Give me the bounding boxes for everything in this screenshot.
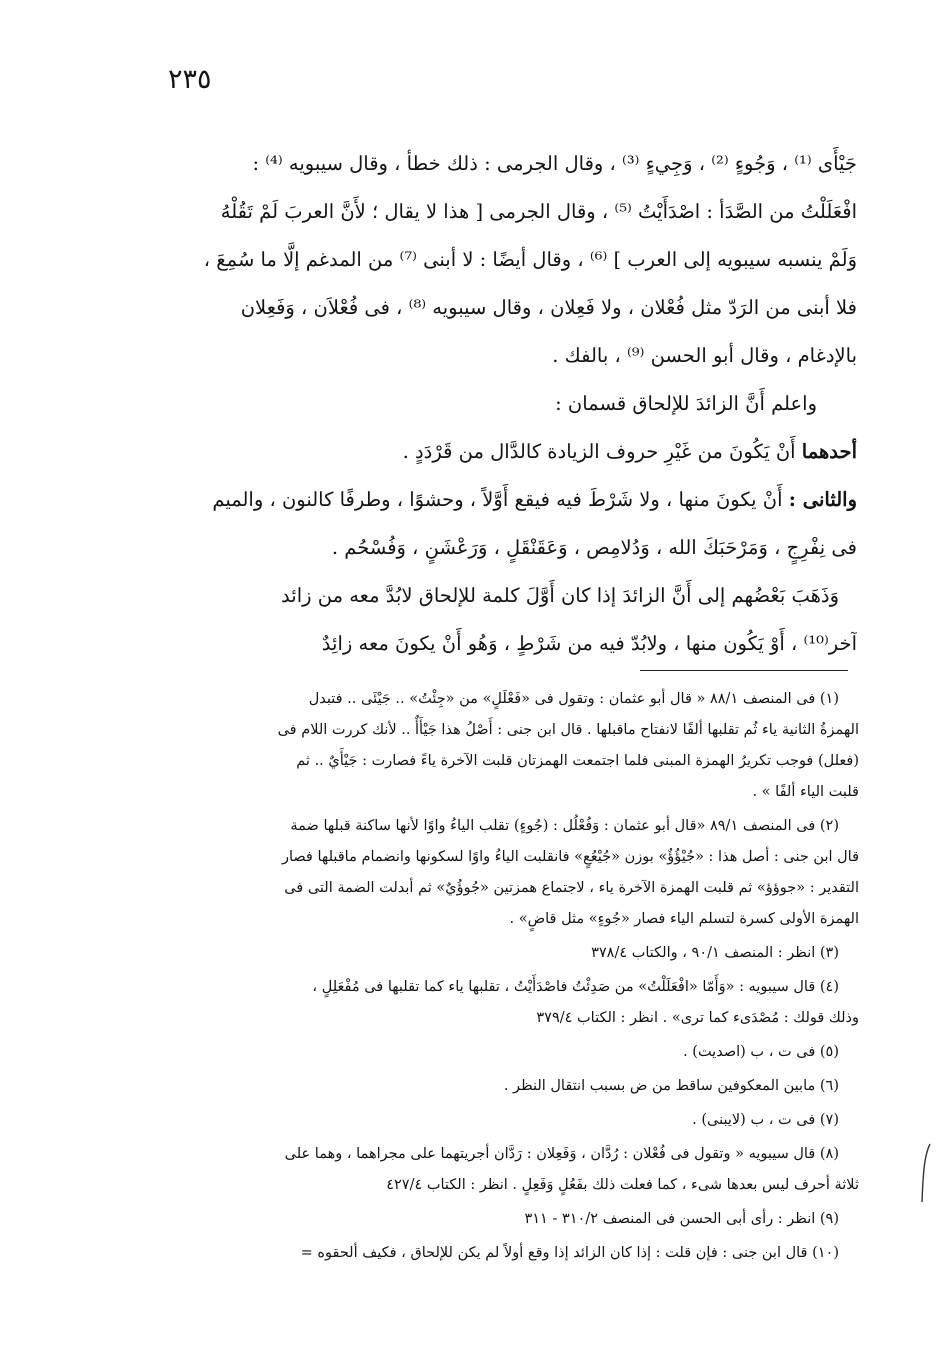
footnote-line: ثلاثة أحرف ليس بعدها شىء ، كما فعلت ذلك بفَعُلٍ وَفَعِلٍ . انظر : الكتاب ٤٢٧/٤ xyxy=(386,1177,859,1193)
footnote xyxy=(120,938,859,969)
footnote-line: (٣) انظر : المنصف ٩٠/١ ، والكتاب ٣٧٨/٤ xyxy=(591,945,839,961)
footnote-line: (١) فى المنصف ٨٨/١ « قال أبو عثمان : وتقول فى «فَعْلَلٍ» من «جِئْتُ» .. جَيْئَى .. فتبدل xyxy=(308,691,839,707)
text-line-10: وَذَهَبَ بَعْضُهم إلى أَنَّ الزائدَ إذا كان أَوَّلَ كلمة للإلحاق لابُدَّ معه من زائد xyxy=(281,584,839,607)
footnote-line: الهمزة الأولى كسرة لتسلم الياء فصار «جُوءٍ» مثل قاضٍ» . xyxy=(509,911,859,927)
text-line-2: افْعَلَلْتُ من الصَّدَأ : اصْدَأَيْتُ ⁽⁵⁾ ، وقال الجرمى [ هذا لا يقال ؛ لأَنَّ العربَ لَمْ تَقُلْهُ xyxy=(220,200,857,223)
text-line-second-type xyxy=(130,476,857,524)
text-line-first-type xyxy=(130,428,857,476)
footnote-line: (٩) انظر : رأى أبى الحسن فى المنصف ٣١٠/٢ - ٣١١ xyxy=(524,1211,839,1227)
footnote-separator xyxy=(640,670,848,671)
second-type-text: أَنْ يكونَ منها ، ولا شَرْطَ فيه فيقع أَوَّلاً ، وحشوًا ، وطرفًا كالنون ، والميم xyxy=(212,488,789,511)
text-line-3: وَلَمْ ينسبه سيبويه إلى العرب ] ⁽⁶⁾ ، وقال أيضًا : لا أبنى ⁽⁷⁾ من المدغم إلَّا ما سُمِعَ ، xyxy=(203,248,857,271)
footnote-line: (٢) فى المنصف ٨٩/١ «قال أبو عثمان : وَفُعْلُل : (جُوءٍ) تقلب الياءُ واوًا لأنها ساكنة قبلها ضمة xyxy=(290,818,839,834)
footnote xyxy=(120,972,859,1034)
footnote xyxy=(120,1139,859,1201)
footnote-line: قال ابن جنى : أصل هذا : «جُيْؤُؤٌ» بوزن «جُيْعُعٍ» فانقلبت الياءُ واوًا لسكونها وانضمام ماقبلها فصار xyxy=(281,849,859,865)
footnote xyxy=(120,1238,859,1269)
text-line-9: فى نِفْرِجٍ ، وَمَرْحَبَكَ الله ، وَدُلامِص ، وَعَقَنْقَلٍ ، وَرَعْشَنٍ ، وَفُسْحُم . xyxy=(331,536,857,559)
footnote-line: الهمزةُ الثانية ياء ثُم تقلبها ألفًا لانفتاح ماقبلها . قال ابن جنى : أَصْلُ هذا جَيْأَأٌ .. لأنك كررت اللام فى xyxy=(277,722,859,738)
footnote xyxy=(120,684,859,808)
footnote xyxy=(120,1071,859,1102)
footnote-line: (٧) فى ت ، ب (لايبنى) . xyxy=(692,1112,839,1128)
text-line-1: جَيْأَى ⁽¹⁾ ، وَجُوءٍ ⁽²⁾ ، وَجِيءٍ ⁽³⁾ ، وقال الجرمى : ذلك خطأ ، وقال سيبويه ⁽⁴⁾ : xyxy=(252,152,857,175)
footnote-line: (٤) قال سيبويه : «وَأَمّا «افْعَلَلْتُ» من صَدِئْتُ فاصْدَأَيْتُ ، تقلبها ياء كما تقلبها فى مُفْعَلِلٍ ، xyxy=(312,979,839,995)
footnote-line: (فعلل) فوجب تكريرُ الهمزة المبنى فلما اجتمعت الهمزتان قلبت الآخرة ياءً فصارت : جَيْأَيٌ .. ثم xyxy=(296,753,859,769)
footnote-line: قلبت الياء ألفًا » . xyxy=(752,784,859,800)
first-type-text: أَنْ يَكُونَ من غَيْرِ حروف الزيادة كالدَّال من قَرْدَدٍ . xyxy=(402,440,802,463)
first-type-label: أحدهما xyxy=(801,440,857,463)
footnote xyxy=(120,811,859,935)
footnote-line: (٨) قال سيبويه « وتقول فى فُعْلان : رُدَّان ، وَفَعِلان : رَدَّان أجريتهما على مجراهما ، وهما على xyxy=(284,1146,839,1162)
text-line-intro: واعلم أَنَّ الزائدَ للإلحاق قسمان : xyxy=(555,392,817,415)
footnote-line: (٥) فى ت ، ب (اصديت) . xyxy=(683,1044,839,1060)
second-type-label: والثانى : xyxy=(788,488,857,511)
footnote-line: (٦) مابين المعكوفين ساقط من ض بسبب انتقال النظر . xyxy=(503,1078,839,1094)
text-line-4: فلا أبنى من الرَدّ مثل فُعْلان ، ولا فَعِلان ، وقال سيبويه ⁽⁸⁾ ، فى فُعْلاَن ، وَفَعِلان xyxy=(240,296,857,319)
main-text xyxy=(130,140,857,668)
text-line-11: آخر⁽¹⁰⁾ ، أَوْ يَكُون منها ، ولابُدّ فيه من شَرْطٍ ، وَهُو أَنْ يكونَ معه زائِدٌ xyxy=(321,632,857,655)
footnote-line: التقدير : «جوؤؤ» ثم قلبت الهمزة الآخرة ياء ، لاجتماع همزتين «جُوؤُيٌ» ثم أبدلت الضمة التى فى xyxy=(284,880,859,896)
text-line-5: بالإدغام ، وقال أبو الحسن ⁽⁹⁾ ، بالفك . xyxy=(552,344,857,367)
footnotes xyxy=(120,684,859,1272)
page-number: ٢٣٥ xyxy=(168,64,212,95)
footnote-line: (١٠) قال ابن جنى : فإن قلت : إذا كان الزائد إذا وقع أولاً لم يكن للإلحاق ، فكيف ألحقوه = xyxy=(300,1245,839,1261)
footnote-line: وذلك قولك : مُصْدَىء كما ترى» . انظر : الكتاب ٣٧٩/٤ xyxy=(536,1010,859,1026)
footnote xyxy=(120,1037,859,1068)
margin-mark xyxy=(920,1142,932,1204)
footnote xyxy=(120,1105,859,1136)
footnote xyxy=(120,1204,859,1235)
